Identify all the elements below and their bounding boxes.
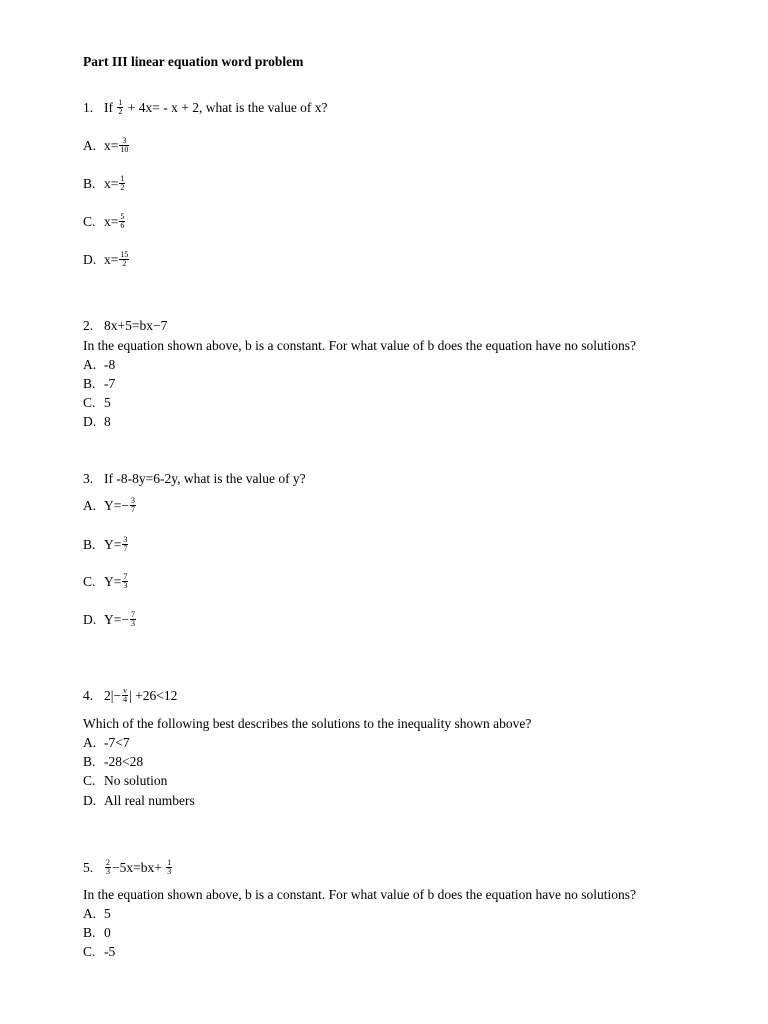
page-title: Part III linear equation word problem <box>83 54 304 69</box>
option-letter: B. <box>83 537 96 552</box>
q4-option-b <box>83 754 143 770</box>
option-letter: D. <box>83 612 97 627</box>
fraction <box>130 497 136 514</box>
q5-option-c <box>83 944 115 960</box>
option-text: No solution <box>104 773 168 788</box>
fraction <box>122 536 128 553</box>
equation-middle: −5x=bx+ <box>112 860 162 875</box>
option-text: 8 <box>104 414 111 429</box>
option-letter: D. <box>83 414 97 429</box>
option-text: -28<28 <box>104 754 144 769</box>
option-letter: D. <box>83 252 97 267</box>
denominator: 7 <box>130 505 135 515</box>
denominator: 3 <box>106 867 110 877</box>
fraction <box>119 251 129 268</box>
question-text-post: + 4x= - x + 2, what is the value of x? <box>127 100 328 115</box>
numerator: 15 <box>120 250 129 260</box>
q1-option-d <box>83 252 130 269</box>
fraction <box>105 859 111 876</box>
fraction <box>117 99 123 116</box>
q4-option-c <box>83 773 167 789</box>
option-text: -7<7 <box>104 735 130 750</box>
q5-option-b <box>83 925 111 941</box>
option-letter: A. <box>83 357 97 372</box>
numerator: 1 <box>167 858 172 868</box>
question-2 <box>83 318 167 334</box>
denominator: 4 <box>123 695 128 705</box>
option-letter: C. <box>83 214 96 229</box>
option-letter: A. <box>83 498 97 513</box>
fraction <box>122 573 128 590</box>
option-letter: C. <box>83 773 96 788</box>
option-letter: B. <box>83 376 96 391</box>
option-letter: A. <box>83 906 97 921</box>
fraction <box>130 611 136 628</box>
numerator: 3 <box>119 137 129 146</box>
option-letter: C. <box>83 944 96 959</box>
question-number: 1. <box>83 100 94 115</box>
denominator: 3 <box>123 581 128 591</box>
inequality-pre: 2|− <box>104 688 122 703</box>
numerator: v <box>123 686 128 696</box>
q3-option-b <box>83 537 129 554</box>
question-number: 4. <box>83 688 94 703</box>
option-text: Y= <box>104 537 122 552</box>
denominator: 2 <box>122 259 127 269</box>
fraction <box>119 175 125 192</box>
q4-option-d <box>83 793 195 809</box>
question-equation: 8x+5=bx−7 <box>104 318 168 333</box>
denominator: 10 <box>120 145 129 155</box>
question-2-prompt: In the equation shown above, b is a constant. For what value of b does the equation have no solutions? <box>83 338 637 353</box>
q1-option-b <box>83 176 126 193</box>
q1-option-a <box>83 138 130 155</box>
fraction <box>166 859 172 876</box>
question-4 <box>83 688 177 705</box>
q3-option-c <box>83 574 129 591</box>
q4-option-a <box>83 735 130 751</box>
q2-option-a <box>83 357 115 373</box>
option-text: 5 <box>104 395 111 410</box>
option-letter: C. <box>83 395 96 410</box>
option-text: x= <box>104 176 119 191</box>
q5-option-a <box>83 906 111 922</box>
numerator: 3 <box>123 535 128 545</box>
option-text: -7 <box>104 376 116 391</box>
numerator: 3 <box>130 496 135 506</box>
fraction <box>119 137 129 154</box>
question-5-prompt: In the equation shown above, b is a constant. For what value of b does the equation have no solutions? <box>83 887 637 902</box>
numerator: 5 <box>120 212 125 222</box>
numerator: 1 <box>120 174 125 184</box>
inequality-post: | +26<12 <box>129 688 178 703</box>
denominator: 3 <box>130 619 135 629</box>
question-number: 2. <box>83 318 94 333</box>
option-text: Y=− <box>104 612 129 627</box>
question-number: 5. <box>83 860 94 875</box>
option-letter: C. <box>83 574 96 589</box>
q2-option-c <box>83 395 111 411</box>
question-1 <box>83 100 328 117</box>
denominator: 6 <box>120 221 125 231</box>
denominator: 3 <box>167 867 172 877</box>
option-text: All real numbers <box>104 793 195 808</box>
option-letter: D. <box>83 793 97 808</box>
denominator: 2 <box>118 107 123 117</box>
question-number: 3. <box>83 471 94 486</box>
q2-option-d <box>83 414 111 430</box>
question-4-prompt: Which of the following best describes the solutions to the inequality shown above? <box>83 716 532 731</box>
fraction <box>122 687 128 704</box>
numerator: 7 <box>130 610 135 620</box>
option-letter: B. <box>83 176 96 191</box>
option-text: x= <box>104 138 119 153</box>
denominator: 7 <box>123 544 128 554</box>
option-text: x= <box>104 252 119 267</box>
numerator: 7 <box>123 572 128 582</box>
option-text: 0 <box>104 925 111 940</box>
option-text: Y= <box>104 574 122 589</box>
fraction <box>119 213 125 230</box>
question-text-pre: If <box>104 100 113 115</box>
option-letter: B. <box>83 754 96 769</box>
q2-option-b <box>83 376 115 392</box>
option-text: -5 <box>104 944 116 959</box>
option-text: Y=− <box>104 498 129 513</box>
option-letter: A. <box>83 138 97 153</box>
option-text: 5 <box>104 906 111 921</box>
numerator: 1 <box>118 98 123 108</box>
option-letter: B. <box>83 925 96 940</box>
option-text: -8 <box>104 357 116 372</box>
option-letter: A. <box>83 735 97 750</box>
question-5 <box>83 860 173 877</box>
q1-option-c <box>83 214 126 231</box>
denominator: 2 <box>120 183 125 193</box>
question-text: If -8-8y=6-2y, what is the value of y? <box>104 471 306 486</box>
numerator: 2 <box>106 858 110 868</box>
q3-option-a <box>83 498 137 515</box>
q3-option-d <box>83 612 137 629</box>
question-3 <box>83 471 306 487</box>
option-text: x= <box>104 214 119 229</box>
